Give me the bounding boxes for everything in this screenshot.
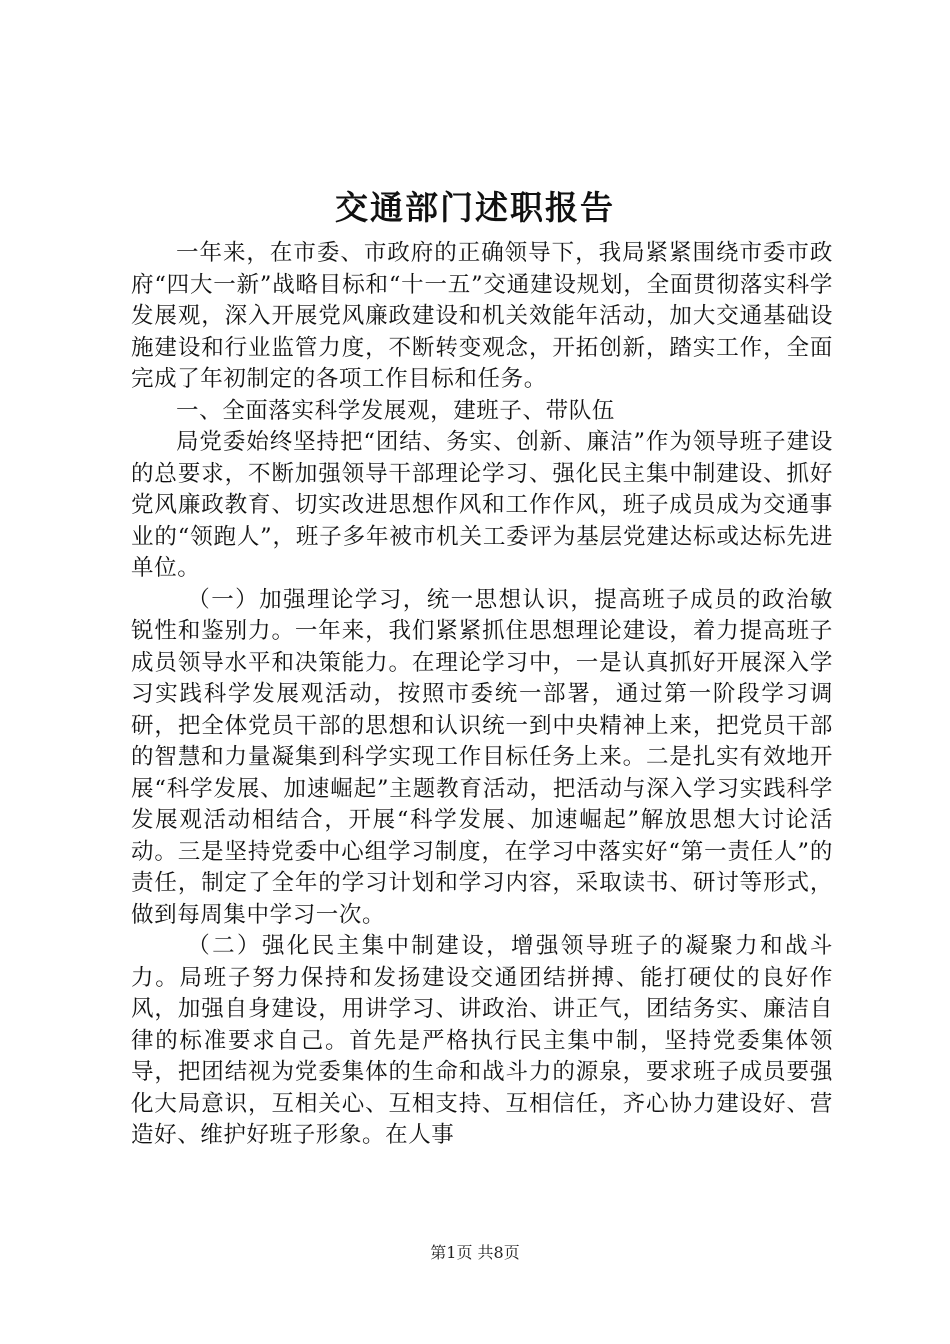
page-footer: 第1页 共8页	[430, 1243, 520, 1262]
intro-paragraph: 一年来，在市委、市政府的正确领导下，我局紧紧围绕市委市政府“四大一新”战略目标和“十一五”交通建设规划，全面贯彻落实科学发展观，深入开展党风廉政建设和机关效能年活动，加大交通基础设施建设和行业监管力度，不断转变观念，开拓创新，踏实工作，全面完成了年初制定的各项工作目标和任务。	[131, 240, 833, 392]
document-title: 交通部门述职报告	[335, 188, 615, 227]
body-paragraph: （一）加强理论学习，统一思想认识，提高班子成员的政治敏锐性和鉴别力。一年来，我们紧紧抓住思想理论建设，着力提高班子成员领导水平和决策能力。在理论学习中，一是认真抓好开展深入学习实践科学发展观活动，按照市委统一部署，通过第一阶段学习调研，把全体党员干部的思想和认识统一到中央精神上来，把党员干部的智慧和力量凝集到科学实现工作目标任务上来。二是扎实有效地开展“科学发展、加速崛起”主题教育活动，把活动与深入学习实践科学发展观活动相结合，开展“科学发展、加速崛起”解放思想大讨论活动。三是坚持党委中心组学习制度，在学习中落实好“第一责任人”的责任，制定了全年的学习计划和学习内容，采取读书、研讨等形式，做到每周集中学习一次。	[131, 586, 833, 928]
body-paragraph: 局党委始终坚持把“团结、务实、创新、廉洁”作为领导班子建设的总要求，不断加强领导干部理论学习、强化民主集中制建设、抓好党风廉政教育、切实改进思想作风和工作作风，班子成员成为交通事业的“领跑人”，班子多年被市机关工委评为基层党建达标或达标先进单位。	[131, 429, 833, 581]
body-paragraph: （二）强化民主集中制建设，增强领导班子的凝聚力和战斗力。局班子努力保持和发扬建设交通团结拼搏、能打硬仗的良好作风，加强自身建设，用讲学习、讲政治、讲正气，团结务实、廉洁自律的标准要求自己。首先是严格执行民主集中制，坚持党委集体领导，把团结视为党委集体的生命和战斗力的源泉，要求班子成员要强化大局意识，互相关心、互相支持、互相信任，齐心协力建设好、营造好、维护好班子形象。在人事	[131, 933, 833, 1148]
section-heading: 一、全面落实科学发展观，建班子、带队伍	[176, 397, 615, 424]
document-body	[131, 238, 833, 1152]
